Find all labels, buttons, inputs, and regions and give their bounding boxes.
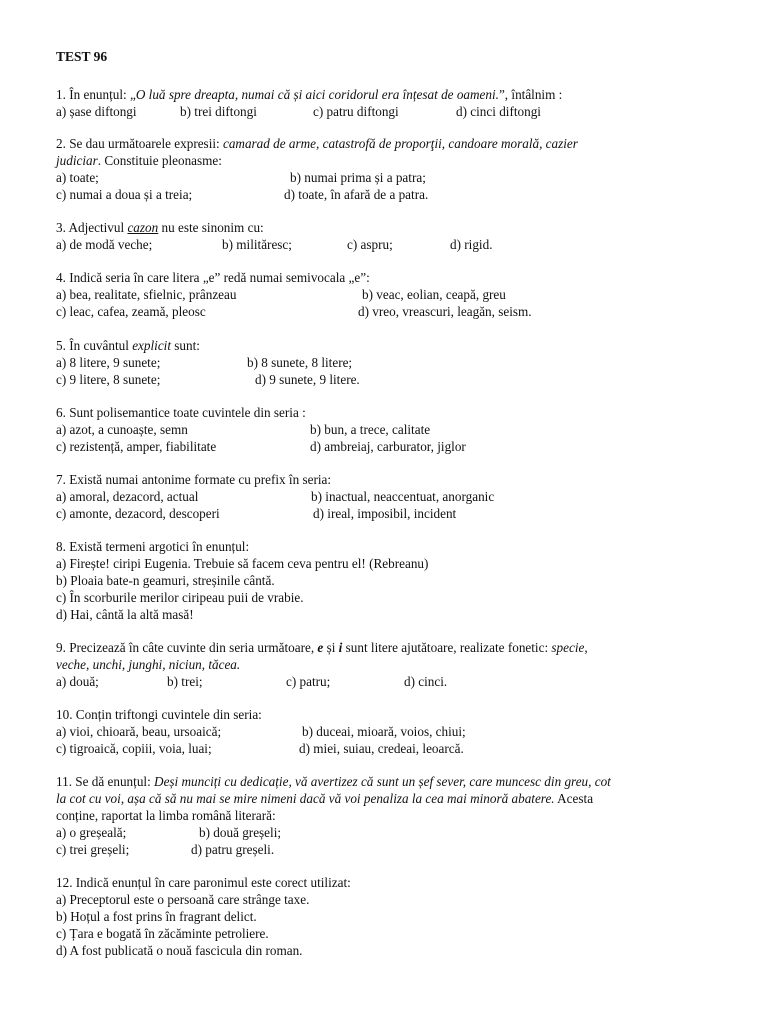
option-a[interactable]: a) șase diftongi — [56, 104, 137, 119]
question-11-stem-line-3: conține, raportat la limba română literară: — [56, 808, 276, 823]
question-9-stem-line-2 — [56, 656, 716, 673]
question-9 — [56, 639, 716, 690]
question-11-options-row-1 — [56, 824, 746, 841]
option-b[interactable]: b) numai prima și a patra; — [290, 170, 426, 185]
question-9-and: și — [323, 640, 339, 655]
option-c[interactable]: c) rezistență, amper, fiabilitate — [56, 439, 217, 454]
option-a[interactable]: a) Firește! ciripi Eugenia. Trebuie să facem ceva pentru el! (Rebreanu) — [56, 556, 429, 571]
option-b[interactable]: b) 8 sunete, 8 litere; — [247, 355, 353, 370]
option-a[interactable]: a) azot, a cunoaște, semn — [56, 422, 188, 437]
option-a[interactable]: a) toate; — [56, 170, 99, 185]
question-2-stem-line-1 — [56, 135, 716, 152]
option-d[interactable]: d) miei, suiau, credeai, leoarcă. — [299, 741, 464, 756]
question-3-options — [56, 236, 716, 253]
question-4-options-row-2 — [56, 303, 716, 320]
test-title: TEST 96 — [56, 49, 108, 64]
option-b[interactable]: b) veac, eolian, ceapă, greu — [362, 287, 506, 302]
option-c[interactable]: c) patru diftongi — [313, 104, 399, 119]
option-b[interactable]: b) inactual, neaccentuat, anorganic — [311, 489, 495, 504]
option-d[interactable]: d) cinci. — [404, 674, 448, 689]
question-9-prefix: 9. Precizează în câte cuvinte din seria următoare, — [56, 640, 318, 655]
option-b[interactable]: b) bun, a trece, calitate — [310, 422, 431, 437]
question-3-stem — [56, 219, 716, 236]
question-1-quote: O luă spre dreapta, numai că și aici coridorul era înțesat de oameni. — [135, 87, 499, 102]
question-11-sentence-cont: la cot cu voi, așa că să nu mai se mire nimeni dacă vă voi penaliza la cea mai minoră abatere. — [56, 791, 555, 806]
option-c[interactable]: c) numai a doua și a treia; — [56, 187, 193, 202]
option-d[interactable]: d) 9 sunete, 9 litere. — [255, 372, 360, 387]
option-a[interactable]: a) de modă veche; — [56, 237, 153, 252]
option-d[interactable]: d) patru greșeli. — [191, 842, 275, 857]
option-b[interactable]: b) trei diftongi — [180, 104, 257, 119]
question-3-word: cazon — [127, 220, 159, 235]
question-12 — [56, 874, 716, 959]
question-8-stem: 8. Există termeni argotici în enunțul: — [56, 539, 250, 554]
question-10-options-row-1 — [56, 723, 716, 740]
question-9-mid: sunt litere ajutătoare, realizate fonetic: — [342, 640, 552, 655]
option-d[interactable]: d) cinci diftongi — [456, 104, 541, 119]
question-3-suffix: nu este sinonim cu: — [158, 220, 264, 235]
option-a[interactable]: a) 8 litere, 9 sunete; — [56, 355, 161, 370]
option-a[interactable]: a) o greșeală; — [56, 825, 127, 840]
question-10-options-row-2 — [56, 740, 716, 757]
question-12-stem: 12. Indică enunțul în care paronimul este corect utilizat: — [56, 875, 351, 890]
option-c[interactable]: c) amonte, dezacord, descoperi — [56, 506, 220, 521]
option-c[interactable]: c) trei greșeli; — [56, 842, 130, 857]
question-7 — [56, 471, 716, 522]
question-8 — [56, 538, 716, 623]
question-7-options-row-2 — [56, 505, 716, 522]
option-d[interactable]: d) A fost publicată o nouă fascicula din roman. — [56, 943, 303, 958]
question-11 — [56, 773, 746, 858]
question-1-options — [56, 103, 716, 120]
question-2-options-row-1 — [56, 169, 716, 186]
question-9-options — [56, 673, 716, 690]
question-11-sentence: Deși munciți cu dedicație, vă avertizez că sunt un șef sever, care muncesc din greu, cot — [154, 774, 611, 789]
option-a[interactable]: a) bea, realitate, sfielnic, prânzeau — [56, 287, 237, 302]
question-11-options-row-2 — [56, 841, 746, 858]
option-c[interactable]: c) Țara e bogată în zăcăminte petroliere. — [56, 926, 269, 941]
question-11-after: Acesta — [554, 791, 594, 806]
option-b[interactable]: b) duceai, mioară, voios, chiui; — [302, 724, 466, 739]
option-a[interactable]: a) două; — [56, 674, 99, 689]
question-2-expressions: camarad de arme, catastrofă de proporţii, candoare morală, cazier — [222, 136, 578, 151]
question-7-stem: 7. Există numai antonime formate cu prefix în seria: — [56, 472, 332, 487]
option-c[interactable]: c) aspru; — [347, 237, 393, 252]
question-6 — [56, 404, 716, 455]
option-c[interactable]: c) leac, cafea, zeamă, pleosc — [56, 304, 206, 319]
question-1-prefix: 1. În enunțul: „ — [56, 87, 136, 102]
question-5 — [56, 337, 716, 388]
question-9-words-cont: veche, unchi, junghi, niciun, tăcea. — [56, 657, 241, 672]
option-c[interactable]: c) tigroaică, copiii, voia, luai; — [56, 741, 212, 756]
question-11-stem-line-1 — [56, 773, 746, 790]
option-c[interactable]: c) În scorburile merilor ciripeau puii de vrabie. — [56, 590, 304, 605]
question-5-word: explicit — [132, 338, 171, 353]
question-2-options-row-2 — [56, 186, 716, 203]
question-5-options-row-1 — [56, 354, 716, 371]
question-6-options-row-2 — [56, 438, 716, 455]
option-b[interactable]: b) milităresc; — [222, 237, 292, 252]
question-11-prefix: 11. Se dă enunțul: — [56, 774, 155, 789]
question-5-prefix: 5. În cuvântul — [56, 338, 133, 353]
question-9-words: specie, — [551, 640, 588, 655]
option-b[interactable]: b) Hoțul a fost prins în fragrant delict. — [56, 909, 257, 924]
letter-e: e — [317, 640, 324, 655]
question-11-stem-line-2 — [56, 790, 746, 807]
question-10 — [56, 706, 716, 757]
question-4-stem: 4. Indică seria în care litera „e” redă numai semivocala „e”: — [56, 270, 370, 285]
question-10-stem: 10. Conțin triftongi cuvintele din seria: — [56, 707, 262, 722]
option-b[interactable]: b) Ploaia bate-n geamuri, streșinile cântă. — [56, 573, 275, 588]
question-1-suffix: ”, întâlnim : — [498, 87, 563, 102]
option-d[interactable]: d) vreo, vreascuri, leagăn, seism. — [358, 304, 532, 319]
question-5-stem — [56, 337, 716, 354]
option-a[interactable]: a) Preceptorul este o persoană care strânge taxe. — [56, 892, 310, 907]
option-a[interactable]: a) vioi, chioară, beau, ursoaică; — [56, 724, 222, 739]
question-6-stem: 6. Sunt polisemantice toate cuvintele din seria : — [56, 405, 306, 420]
option-d[interactable]: d) ireal, imposibil, incident — [313, 506, 457, 521]
option-d[interactable]: d) Hai, cântă la altă masă! — [56, 607, 194, 622]
option-a[interactable]: a) amoral, dezacord, actual — [56, 489, 199, 504]
question-5-options-row-2 — [56, 371, 716, 388]
option-d[interactable]: d) toate, în afară de a patra. — [284, 187, 429, 202]
letter-i: i — [338, 640, 343, 655]
question-3-prefix: 3. Adjectivul — [56, 220, 128, 235]
question-2 — [56, 135, 716, 203]
option-d[interactable]: d) ambreiaj, carburator, jiglor — [310, 439, 466, 454]
question-1 — [56, 86, 716, 120]
question-9-stem-line-1 — [56, 639, 716, 656]
option-c[interactable]: c) 9 litere, 8 sunete; — [56, 372, 161, 387]
question-4-options-row-1 — [56, 286, 716, 303]
option-c[interactable]: c) patru; — [286, 674, 331, 689]
option-b[interactable]: b) trei; — [167, 674, 203, 689]
option-b[interactable]: b) două greșeli; — [199, 825, 282, 840]
question-2-after: . Constituie pleonasme: — [97, 153, 222, 168]
question-5-suffix: sunt: — [171, 338, 200, 353]
question-4 — [56, 269, 716, 320]
question-3 — [56, 219, 716, 253]
question-2-prefix: 2. Se dau următoarele expresii: — [56, 136, 223, 151]
question-7-options-row-1 — [56, 488, 716, 505]
option-d[interactable]: d) rigid. — [450, 237, 493, 252]
question-2-stem-line-2 — [56, 152, 716, 169]
question-6-options-row-1 — [56, 421, 716, 438]
question-2-expressions-cont: judiciar — [56, 153, 98, 168]
question-1-stem — [56, 86, 716, 103]
